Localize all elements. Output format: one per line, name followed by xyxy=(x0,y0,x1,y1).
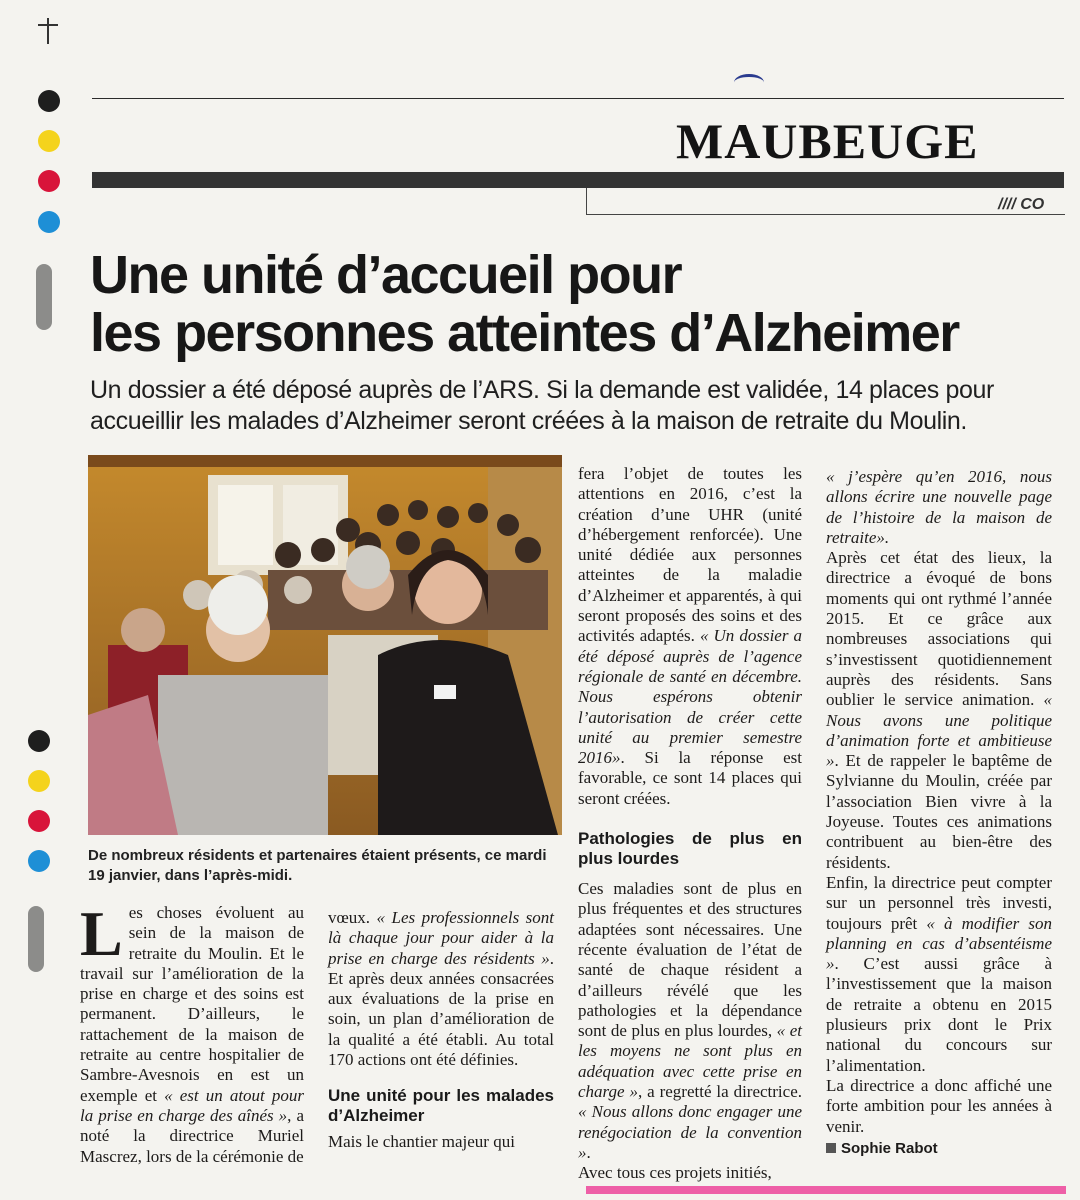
crop-mark xyxy=(38,18,58,44)
headline-line: Une unité d’accueil pour xyxy=(90,245,682,305)
body-text: . C’est aussi grâce à l’investissement que la maison de retraite a obtenu en 2015 plusieurs prix dont le Prix national du concours sur l’alimentation. xyxy=(826,954,1052,1075)
body-text: . Si la réponse est favorable, ce sont 14 places qui seront créées. xyxy=(578,748,802,808)
body-text: La directrice a donc affiché une forte ambition pour les années à venir. xyxy=(826,1075,1052,1136)
body-text: Mais le chantier majeur qui xyxy=(328,1132,515,1152)
photo-caption: De nombreux résidents et partenaires étaient présents, ce mardi 19 janvier, dans l’après-midi. xyxy=(88,847,547,884)
headline-line: les personnes atteintes d’Alzheimer xyxy=(90,303,959,363)
body-text: Enfin, la directrice peut compter sur un personnel très investi, toujours prêt xyxy=(826,872,1052,933)
quote: « est un atout pour la prise en charge des aînés » xyxy=(80,1085,304,1125)
subheading: Une unité pour les malades d’Alzheimer xyxy=(328,1086,554,1126)
body-text: Avec tous ces projets initiés, xyxy=(578,1163,772,1183)
registration-dot-blue xyxy=(28,850,50,872)
bottom-print-strip xyxy=(586,1186,1066,1194)
section-title: MAUBEUGE xyxy=(676,113,979,169)
body-text: . Et de rappeler le baptême de Sylvianne du Moulin, créée par l’association Bien vivre à la Joyeuse. Toutes ces animations contribuent au bien-être des résidents. xyxy=(826,751,1052,872)
subheading: Pathologies de plus en plus lourdes xyxy=(578,829,802,869)
registration-bar xyxy=(28,906,44,972)
registration-dot-yellow xyxy=(38,130,60,152)
column-4 xyxy=(826,467,1052,1159)
section-rule xyxy=(92,172,1064,188)
body-text: es choses évoluent au sein de la maison de retraite du Moulin. Et le travail sur l’amélioration de la prise en charge et des soins est permanent. D’ailleurs, le rattachement de la maison de retraite au centre hospitalier de Sambre-Avesnois en est un exemple et xyxy=(80,903,304,1105)
byline xyxy=(826,1139,1052,1159)
body-text: fera l’objet de toutes les attentions en 2016, c’est la création d’une UHR (unité d’hébergement renforcée). Une unité dédiée aux personnes atteintes de la maladie d’Alzheimer et apparentés, à qui seront proposés des soins et des activités adaptés. xyxy=(578,464,802,646)
registration-dot-red xyxy=(38,170,60,192)
standfirst-line: accueillir les malades d’Alzheimer seront créées à la maison de retraite du Moulin. xyxy=(90,407,967,435)
body-text: Ces maladies sont de plus en plus fréquentes et des structures adaptées sont nécessaires. Une récente évaluation de l’état de santé de chaque résident a d’ailleurs révélé que les pathologies et la dépendance sont de plus en plus lourdes, xyxy=(578,879,802,1041)
quote: « et les moyens ne sont plus en adéquation avec cette prise en charge » xyxy=(578,1021,802,1102)
quote: « Un dossier a été déposé auprès de l’agence régionale de santé en décembre. Nous espérons obtenir l’autorisation de créer cette unité au premier semestre 2016» xyxy=(578,626,802,768)
dropcap: L xyxy=(80,898,123,969)
article-photo xyxy=(88,455,562,835)
byline-square xyxy=(826,1143,836,1153)
quote: « j’espère qu’en 2016, nous allons écrire une nouvelle page de l’histoire de la maison de retraite». xyxy=(826,467,1052,547)
quote: « Nous avons une politique d’animation forte et ambitieuse » xyxy=(826,690,1052,771)
registration-bar xyxy=(36,264,52,330)
quote: « Nous allons donc engager une renégociation de la convention » xyxy=(578,1102,802,1162)
registration-dot-yellow xyxy=(28,770,50,792)
column-2 xyxy=(328,908,554,1153)
header-top-rule xyxy=(92,98,1064,99)
column-3 xyxy=(578,464,802,1184)
quote: « à modifier son planning en cas d’absentéisme » xyxy=(826,913,1052,974)
body-text: , a regretté la directrice. xyxy=(637,1082,802,1102)
headline xyxy=(90,246,1050,362)
body-text: . xyxy=(586,1142,591,1162)
section-sub-rule xyxy=(586,188,1065,215)
standfirst-line: Un dossier a été déposé auprès de l’ARS. Si la demande est validée, 14 places pour xyxy=(90,376,994,404)
body-text: Après cet état des lieux, la directrice a évoqué de bons moments qui ont rythmé l’année 2015. Et ce grâce aux nombreuses associations qui s’investissent quotidiennement auprès des résidents. Sans oublier le service animation. xyxy=(826,548,1052,710)
logo-arc xyxy=(734,74,764,91)
registration-dot-black xyxy=(28,730,50,752)
registration-dot-red xyxy=(28,810,50,832)
registration-dot-black xyxy=(38,90,60,112)
body-text: . Et après deux années consacrées aux évaluations de la prise en soin, un plan d’amélioration de la qualité a été établi. Au total 170 actions ont été définies. xyxy=(328,948,554,1070)
body-text: , a noté la directrice Muriel Mascrez, lors de la cérémonie de xyxy=(80,1105,305,1166)
column-1 xyxy=(80,898,305,1167)
byline-author: Sophie Rabot xyxy=(841,1139,938,1157)
body-text: vœux. xyxy=(328,908,377,927)
photo-illustration xyxy=(88,455,562,835)
quote: « Les professionnels sont là chaque jour pour aider à la prise en charge des résidents » xyxy=(328,908,555,968)
registration-dot-blue xyxy=(38,211,60,233)
standfirst xyxy=(90,375,1040,437)
edge-fragment: //// CO xyxy=(998,196,1045,213)
